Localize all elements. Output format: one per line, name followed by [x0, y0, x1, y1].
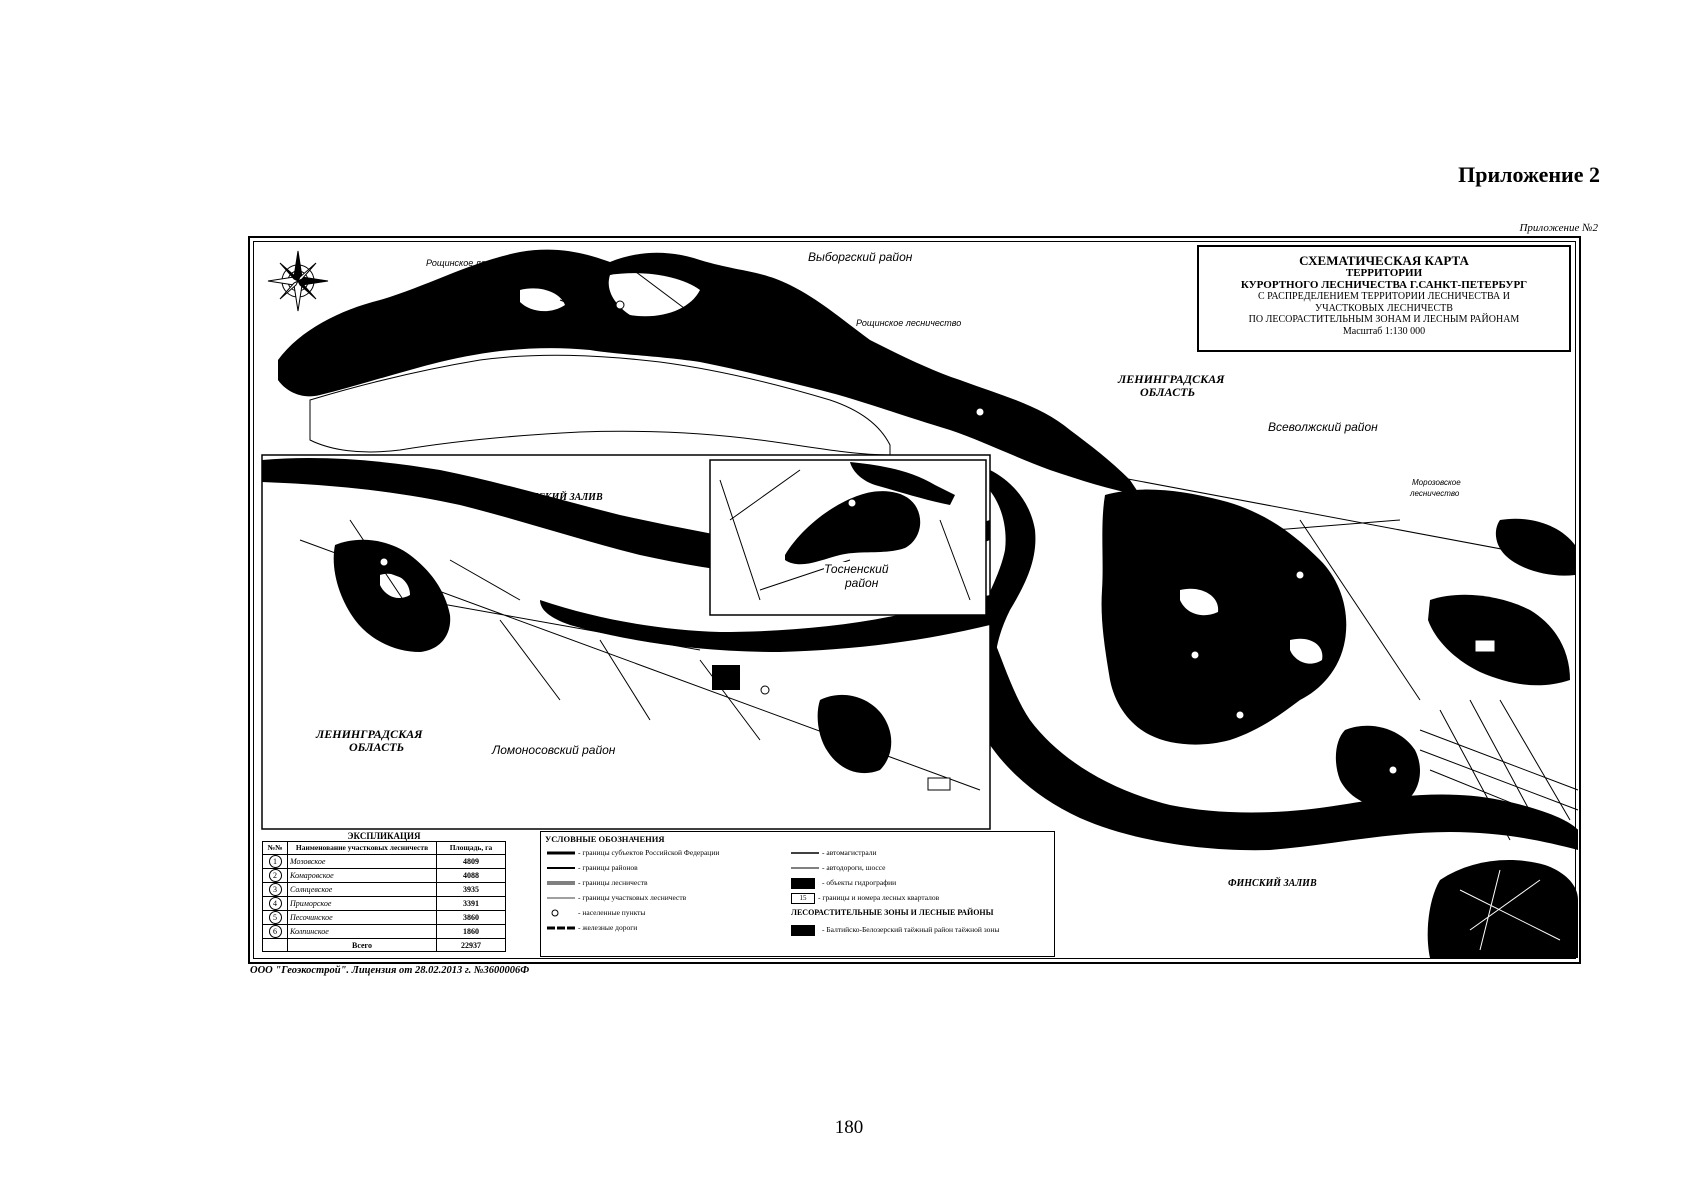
row-name: Солнцевское	[288, 883, 437, 897]
hydrography-swatch-icon	[791, 878, 819, 889]
legend-item	[791, 862, 885, 874]
explication-header-num: №№	[263, 842, 288, 855]
row-area: 4809	[437, 855, 506, 869]
map-title-line3: КУРОРТНОГО ЛЕСНИЧЕСТВА Г.САНКТ-ПЕТЕРБУРГ	[1240, 278, 1528, 291]
legend-text: - населенные пункты	[578, 908, 646, 917]
row-number: 5	[269, 911, 282, 924]
legend-text: - автодороги, шоссе	[822, 863, 886, 872]
label-gulf-west: ФИНСКИЙ ЗАЛИВ	[514, 492, 603, 503]
legend-text: - границы субъектов Российской Федерации	[578, 848, 720, 857]
line-medium-icon	[547, 865, 575, 871]
legend-zones-title: ЛЕСОРАСТИТЕЛЬНЫЕ ЗОНЫ И ЛЕСНЫЕ РАЙОНЫ	[791, 908, 994, 917]
legend-item	[547, 892, 686, 904]
row-name: Комаровское	[288, 869, 437, 883]
line-thin-icon	[547, 895, 575, 901]
row-number: 6	[269, 925, 282, 938]
label-tosno-district: Тосненский	[824, 562, 889, 576]
row-name: Мозовское	[288, 855, 437, 869]
table-row	[263, 911, 506, 925]
road-icon	[791, 865, 819, 871]
legend-text: - границы лесничеств	[578, 878, 648, 887]
legend-item	[547, 877, 648, 889]
legend-item	[547, 862, 638, 874]
label-morozovskoe-2: лесничество	[1410, 489, 1460, 498]
row-name: Колпинское	[288, 925, 437, 939]
row-area: 3391	[437, 897, 506, 911]
settlement-icon	[547, 909, 575, 917]
row-number: 1	[269, 855, 282, 868]
row-area: 3935	[437, 883, 506, 897]
quarter-number-box: 15	[791, 893, 815, 904]
highway-icon	[791, 850, 819, 856]
line-thick-icon	[547, 850, 575, 856]
label-lenoblast-north: ЛЕНИНГРАДСКАЯ	[1118, 372, 1225, 386]
label-morozovskoe: Морозовское	[1412, 478, 1461, 487]
label-lenoblast-south: ЛЕНИНГРАДСКАЯ	[316, 727, 423, 741]
table-row-total	[263, 939, 506, 952]
map-legend	[540, 831, 1055, 957]
row-number: 2	[269, 869, 282, 882]
page-number: 180	[834, 1117, 864, 1138]
label-gulf-south: ФИНСКИЙ ЗАЛИВ	[1228, 878, 1317, 889]
row-area: 4088	[437, 869, 506, 883]
map-title-line6: ПО ЛЕСОРАСТИТЕЛЬНЫМ ЗОНАМ И ЛЕСНЫМ РАЙОНАМ	[1248, 314, 1520, 325]
label-lenoblast-north-2: ОБЛАСТЬ	[1140, 385, 1196, 399]
map-title: СХЕМАТИЧЕСКАЯ КАРТА	[1299, 253, 1469, 268]
legend-item	[547, 907, 645, 919]
map-title-line4: С РАСПРЕДЕЛЕНИЕМ ТЕРРИТОРИИ ЛЕСНИЧЕСТВА И	[1257, 291, 1510, 302]
label-tosno-district-2: район	[845, 576, 879, 590]
license-note: ООО "Геоэкострой". Лицензия от 28.02.2013 г. №3600006Ф	[250, 965, 530, 976]
map-title-line5: УЧАСТКОВЫХ ЛЕСНИЧЕСТВ	[1315, 302, 1453, 314]
row-number: 3	[269, 883, 282, 896]
legend-item	[791, 847, 877, 859]
table-row	[263, 897, 506, 911]
label-vsevolozhsk-district: Всеволжский район	[1268, 420, 1378, 434]
label-roshchino-1: Рощинское лесничество	[426, 258, 532, 268]
map-scale: Масштаб 1:130 000	[1342, 325, 1426, 337]
label-vyborg-district: Выборгский район	[808, 250, 913, 264]
legend-text: - объекты гидрографии	[822, 878, 897, 887]
label-roshchino-2: Рощинское лесничество	[856, 318, 962, 328]
label-lenoblast-south-2: ОБЛАСТЬ	[349, 740, 405, 754]
row-name: Приморское	[288, 897, 437, 911]
explication-title: ЭКСПЛИКАЦИЯ	[347, 831, 421, 841]
legend-item	[791, 892, 939, 904]
row-area: 3860	[437, 911, 506, 925]
explication-header-area: Площадь, га	[437, 842, 506, 855]
row-name: Песочинское	[288, 911, 437, 925]
legend-item	[791, 877, 896, 889]
row-area: 1860	[437, 925, 506, 939]
legend-text: - границы районов	[578, 863, 638, 872]
table-row	[263, 869, 506, 883]
label-lomonosov-district: Ломоносовский район	[492, 743, 616, 757]
forest-zone-swatch-icon	[791, 925, 819, 936]
row-number: 4	[269, 897, 282, 910]
legend-text: - границы и номера лесных кварталов	[818, 893, 940, 902]
legend-title: УСЛОВНЫЕ ОБОЗНАЧЕНИЯ	[545, 834, 665, 844]
explication-table	[262, 831, 506, 952]
legend-text: - автомагистрали	[822, 848, 877, 857]
map-title-box	[1197, 245, 1571, 352]
legend-item	[547, 922, 637, 934]
legend-text: - железные дороги	[578, 923, 638, 932]
corner-note: Приложение №2	[1519, 222, 1598, 234]
compass-rose-icon	[268, 251, 328, 311]
total-label: Всего	[288, 939, 437, 952]
table-row	[263, 855, 506, 869]
forest-central	[1102, 490, 1347, 745]
legend-text: - границы участковых лесничеств	[578, 893, 687, 902]
line-double-icon	[547, 880, 575, 886]
map-title-line2: ТЕРРИТОРИИ	[1345, 267, 1423, 279]
railway-icon	[547, 925, 575, 931]
explication-header-name: Наименование участковых лесничеств	[288, 842, 437, 855]
legend-item	[791, 924, 999, 936]
legend-text: - Балтийско-Белозерский таёжный район таёжной зоны	[822, 925, 1000, 934]
legend-item	[547, 847, 719, 859]
appendix-label: Приложение 2	[1458, 162, 1600, 187]
table-row	[263, 883, 506, 897]
table-row	[263, 925, 506, 939]
total-value: 22937	[437, 939, 506, 952]
